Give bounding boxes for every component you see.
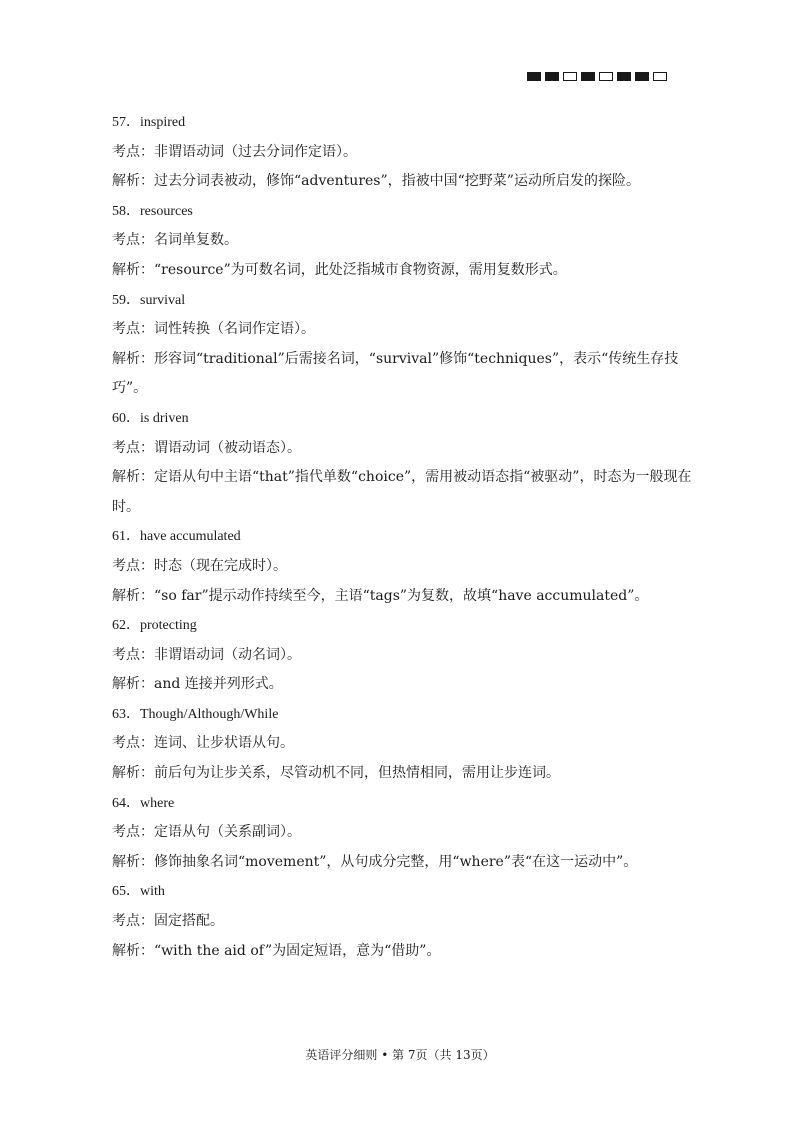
item-65-point: 考点：固定搭配。 (112, 913, 224, 930)
item-58-answer: 58．resources (112, 203, 193, 219)
item-64-analysis: 解析：修饰抽象名词“movement”，从句成分完整，用“where”表“在这一运动中”。 (112, 853, 638, 870)
item-62-analysis: 解析：and 连接并列形式。 (112, 676, 283, 693)
header-mark-1 (527, 72, 541, 81)
item-63-point: 考点：连词、让步状语从句。 (112, 735, 294, 752)
item-59-analysis: 解析：形容词“traditional”后需接名词，“survival”修饰“techniques”，表示“传统生存技巧”。 (112, 350, 679, 397)
header-mark-7 (635, 72, 649, 81)
header-mark-8 (653, 72, 667, 81)
item-63-answer: 63．Though/Although/While (112, 706, 279, 722)
header-mark-5 (599, 72, 613, 81)
item-60-point: 考点：谓语动词（被动语态）。 (112, 439, 301, 456)
item-65-analysis: 解析：“with the aid of”为固定短语，意为“借助”。 (112, 942, 441, 959)
page-footer: 英语评分细则 • 第 7页（共 13页） (305, 1048, 495, 1062)
item-62-point: 考点：非谓语动词（动名词）。 (112, 646, 301, 663)
header-mark-6 (617, 72, 631, 81)
answer-key-content (112, 108, 692, 966)
item-59-point: 考点：词性转换（名词作定语）。 (112, 321, 315, 338)
item-65-answer: 65．with (112, 884, 165, 900)
item-57-answer: 57．inspired (112, 115, 186, 130)
item-63-analysis: 解析：前后句为让步关系，尽管动机不同，但热情相同，需用让步连词。 (112, 765, 560, 782)
item-62-answer: 62．protecting (112, 618, 197, 634)
item-64-answer: 64．where (112, 795, 175, 811)
item-61-point: 考点：时态（现在完成时）。 (112, 557, 287, 574)
header-marks (527, 72, 667, 81)
item-58-analysis: 解析：“resource”为可数名词，此处泛指城市食物资源，需用复数形式。 (112, 261, 567, 278)
item-58-point: 考点：名词单复数。 (112, 232, 238, 249)
item-60-analysis: 解析：定语从句中主语“that”指代单数“choice”，需用被动语态指“被驱动”，时态为一般现在时。 (112, 469, 692, 515)
header-mark-3 (563, 72, 577, 81)
item-60-answer: 60．is driven (112, 410, 189, 426)
item-59-answer: 59．survival (112, 292, 186, 308)
header-mark-2 (545, 72, 559, 81)
item-61-answer: 61．have accumulated (112, 529, 241, 545)
item-57-analysis: 解析：过去分词表被动，修饰“adventures”，指被中国“挖野菜”运动所启发的探险。 (112, 173, 640, 190)
item-64-point: 考点：定语从句（关系副词）。 (112, 824, 301, 841)
item-61-analysis: 解析：“so far”提示动作持续至今，主语“tags”为复数，故填“have accumulated”。 (112, 587, 649, 604)
item-57-point: 考点：非谓语动词（过去分词作定语）。 (112, 143, 357, 160)
header-mark-4 (581, 72, 595, 81)
